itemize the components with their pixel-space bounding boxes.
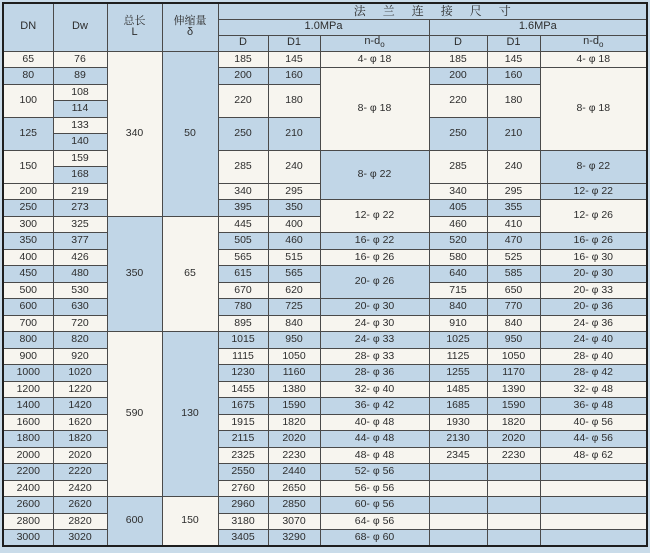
table-row: [3, 51, 647, 68]
p16-d1-cell: 410: [487, 216, 540, 233]
p10-d1-cell: 840: [268, 315, 320, 332]
expansion-symbol: δ: [186, 26, 194, 39]
p10-d-cell: 2960: [218, 497, 268, 514]
p10-nd-cell: 24- φ 33: [320, 332, 429, 349]
p16-nd-cell: 48- φ 62: [540, 447, 647, 464]
p16-nd-cell: 28- φ 42: [540, 365, 647, 382]
header-row-1: [3, 3, 647, 19]
dn-cell: 2200: [3, 464, 53, 481]
expansion-cell: 130: [162, 332, 218, 497]
col-header-d1-16: D1: [487, 35, 540, 51]
p10-d1-cell: 240: [268, 150, 320, 183]
p16-d-cell: 1930: [429, 414, 487, 431]
p10-nd-cell: 48- φ 48: [320, 447, 429, 464]
total-length-cell: 590: [107, 332, 162, 497]
p10-d-cell: 250: [218, 117, 268, 150]
dw-cell: 2620: [53, 497, 107, 514]
p10-nd-cell: 52- φ 56: [320, 464, 429, 481]
p16-nd-cell: 32- φ 48: [540, 381, 647, 398]
dw-cell: 140: [53, 134, 107, 151]
dw-cell: 630: [53, 299, 107, 316]
p10-nd-cell: 16- φ 26: [320, 249, 429, 266]
p10-d-cell: 3180: [218, 513, 268, 530]
p10-d-cell: 565: [218, 249, 268, 266]
dn-cell: 900: [3, 348, 53, 365]
p10-nd-cell: 12- φ 22: [320, 200, 429, 233]
p10-d-cell: 1230: [218, 365, 268, 382]
table-row: [3, 233, 647, 250]
p16-d-cell: 340: [429, 183, 487, 200]
dn-cell: 600: [3, 299, 53, 316]
p16-d1-cell: [487, 513, 540, 530]
col-header-nd-16: [540, 35, 647, 51]
total-length-cell: 350: [107, 216, 162, 332]
p16-nd-cell: 8- φ 22: [540, 150, 647, 183]
p10-nd-cell: 8- φ 18: [320, 68, 429, 151]
p10-d1-cell: 2020: [268, 431, 320, 448]
dn-cell: 500: [3, 282, 53, 299]
p16-d1-cell: [487, 497, 540, 514]
p16-d-cell: 715: [429, 282, 487, 299]
p10-d1-cell: 1160: [268, 365, 320, 382]
p10-d1-cell: 3070: [268, 513, 320, 530]
p16-d1-cell: 2230: [487, 447, 540, 464]
expansion-cell: 150: [162, 497, 218, 547]
table-row: [3, 332, 647, 349]
p16-d-cell: 185: [429, 51, 487, 68]
p10-d1-cell: 950: [268, 332, 320, 349]
p10-d1-cell: 350: [268, 200, 320, 217]
p16-d1-cell: 240: [487, 150, 540, 183]
dw-cell: 3020: [53, 530, 107, 547]
dn-cell: 1800: [3, 431, 53, 448]
p16-nd-cell: 12- φ 22: [540, 183, 647, 200]
p10-d-cell: 1675: [218, 398, 268, 415]
p16-d1-cell: 1820: [487, 414, 540, 431]
dw-cell: 76: [53, 51, 107, 68]
dw-cell: 2020: [53, 447, 107, 464]
dw-cell: 2820: [53, 513, 107, 530]
p10-nd-cell: 20- φ 26: [320, 266, 429, 299]
dn-cell: 1200: [3, 381, 53, 398]
dw-cell: 89: [53, 68, 107, 85]
p10-d1-cell: 210: [268, 117, 320, 150]
dw-cell: 820: [53, 332, 107, 349]
dw-cell: 108: [53, 84, 107, 101]
p16-d-cell: 520: [429, 233, 487, 250]
p16-nd-cell: 28- φ 40: [540, 348, 647, 365]
p10-d-cell: 395: [218, 200, 268, 217]
p16-d-cell: 640: [429, 266, 487, 283]
p16-d1-cell: 180: [487, 84, 540, 117]
p16-d-cell: 1025: [429, 332, 487, 349]
p10-d-cell: 220: [218, 84, 268, 117]
p16-nd-cell: [540, 480, 647, 497]
p16-d1-cell: [487, 464, 540, 481]
expansion-cell: 50: [162, 51, 218, 216]
table-row: [3, 513, 647, 530]
dw-cell: 480: [53, 266, 107, 283]
p16-d-cell: 580: [429, 249, 487, 266]
p10-d1-cell: 2850: [268, 497, 320, 514]
p16-nd-cell: 20- φ 36: [540, 299, 647, 316]
p10-nd-cell: 8- φ 22: [320, 150, 429, 200]
p10-nd-cell: 64- φ 56: [320, 513, 429, 530]
dn-cell: 350: [3, 233, 53, 250]
p16-d-cell: 460: [429, 216, 487, 233]
dw-cell: 377: [53, 233, 107, 250]
col-header-d-16: D: [429, 35, 487, 51]
dn-cell: 200: [3, 183, 53, 200]
col-header-total-length: [107, 3, 162, 51]
dn-cell: 450: [3, 266, 53, 283]
p16-d-cell: 2345: [429, 447, 487, 464]
dn-cell: 2800: [3, 513, 53, 530]
p10-nd-cell: 36- φ 42: [320, 398, 429, 415]
p16-d-cell: 200: [429, 68, 487, 85]
p10-d1-cell: 1590: [268, 398, 320, 415]
p10-nd-cell: 24- φ 30: [320, 315, 429, 332]
flange-dimensions-title: 法兰连接尺寸: [218, 3, 647, 19]
p10-d-cell: 780: [218, 299, 268, 316]
p16-nd-cell: 8- φ 18: [540, 68, 647, 151]
p16-d-cell: [429, 513, 487, 530]
p16-d-cell: 1485: [429, 381, 487, 398]
p16-d-cell: 250: [429, 117, 487, 150]
dn-cell: 3000: [3, 530, 53, 547]
p16-d1-cell: 1170: [487, 365, 540, 382]
p16-d-cell: 2130: [429, 431, 487, 448]
p16-d1-cell: 1590: [487, 398, 540, 415]
p10-d1-cell: 515: [268, 249, 320, 266]
p10-d-cell: 1455: [218, 381, 268, 398]
p16-d-cell: 285: [429, 150, 487, 183]
table-row: [3, 150, 647, 167]
p16-d1-cell: 2020: [487, 431, 540, 448]
total-length-label: 总长: [123, 14, 146, 27]
table-row: [3, 266, 647, 283]
p16-d1-cell: 1390: [487, 381, 540, 398]
p10-d1-cell: 2650: [268, 480, 320, 497]
pressure-header-1.6mpa: 1.6MPa: [429, 19, 647, 35]
p16-d-cell: 840: [429, 299, 487, 316]
p16-d-cell: 1685: [429, 398, 487, 415]
flange-dimension-table: [2, 2, 648, 547]
p10-nd-cell: 56- φ 56: [320, 480, 429, 497]
dn-cell: 65: [3, 51, 53, 68]
dw-cell: 1220: [53, 381, 107, 398]
dn-cell: 2400: [3, 480, 53, 497]
p10-d1-cell: 1380: [268, 381, 320, 398]
p16-d1-cell: 355: [487, 200, 540, 217]
dw-cell: 219: [53, 183, 107, 200]
p16-d1-cell: 840: [487, 315, 540, 332]
p16-d-cell: 910: [429, 315, 487, 332]
p16-nd-cell: 44- φ 56: [540, 431, 647, 448]
col-header-dw: Dw: [53, 3, 107, 51]
p16-nd-cell: 40- φ 56: [540, 414, 647, 431]
expansion-label: 伸缩量: [173, 14, 207, 27]
dn-cell: 800: [3, 332, 53, 349]
p10-d-cell: 2325: [218, 447, 268, 464]
dn-cell: 80: [3, 68, 53, 85]
dw-cell: 325: [53, 216, 107, 233]
table-row: [3, 447, 647, 464]
table-row: [3, 315, 647, 332]
dw-cell: 159: [53, 150, 107, 167]
p16-nd-cell: 24- φ 40: [540, 332, 647, 349]
p10-d-cell: 895: [218, 315, 268, 332]
p16-nd-cell: 24- φ 36: [540, 315, 647, 332]
col-header-d-10: D: [218, 35, 268, 51]
p16-d1-cell: 470: [487, 233, 540, 250]
table-row: [3, 68, 647, 85]
table-row: [3, 299, 647, 316]
p10-nd-cell: 40- φ 48: [320, 414, 429, 431]
p10-nd-cell: 28- φ 36: [320, 365, 429, 382]
p16-d-cell: [429, 530, 487, 547]
dn-cell: 700: [3, 315, 53, 332]
dw-cell: 920: [53, 348, 107, 365]
dn-cell: 150: [3, 150, 53, 183]
dn-cell: 2600: [3, 497, 53, 514]
p16-d1-cell: 770: [487, 299, 540, 316]
p16-nd-cell: 36- φ 48: [540, 398, 647, 415]
table-row: [3, 200, 647, 217]
dw-cell: 2220: [53, 464, 107, 481]
p16-nd-cell: 16- φ 30: [540, 249, 647, 266]
p16-nd-cell: 20- φ 33: [540, 282, 647, 299]
p16-d-cell: [429, 464, 487, 481]
dw-cell: 530: [53, 282, 107, 299]
p10-d-cell: 505: [218, 233, 268, 250]
nd-label: n-d: [583, 35, 599, 48]
p16-d-cell: 1125: [429, 348, 487, 365]
dn-cell: 300: [3, 216, 53, 233]
p16-nd-cell: 4- φ 18: [540, 51, 647, 68]
p10-d1-cell: 1050: [268, 348, 320, 365]
p10-nd-cell: 68- φ 60: [320, 530, 429, 547]
table-row: [3, 497, 647, 514]
p10-d-cell: 2760: [218, 480, 268, 497]
p16-d-cell: 405: [429, 200, 487, 217]
p10-d-cell: 2115: [218, 431, 268, 448]
p16-d-cell: 1255: [429, 365, 487, 382]
nd-subscript: o: [380, 40, 385, 50]
total-length-cell: 340: [107, 51, 162, 216]
col-header-d1-10: D1: [268, 35, 320, 51]
p16-d1-cell: 1050: [487, 348, 540, 365]
p10-d1-cell: 295: [268, 183, 320, 200]
p10-d-cell: 1015: [218, 332, 268, 349]
p10-nd-cell: 20- φ 30: [320, 299, 429, 316]
p10-d1-cell: 2230: [268, 447, 320, 464]
table-row: [3, 414, 647, 431]
table-row: [3, 398, 647, 415]
table-row: [3, 431, 647, 448]
p10-d-cell: 445: [218, 216, 268, 233]
total-length-cell: 600: [107, 497, 162, 547]
p10-d1-cell: 145: [268, 51, 320, 68]
p16-d-cell: 220: [429, 84, 487, 117]
p10-d-cell: 3405: [218, 530, 268, 547]
dn-cell: 250: [3, 200, 53, 217]
p16-d1-cell: 210: [487, 117, 540, 150]
p16-nd-cell: [540, 530, 647, 547]
p10-d-cell: 1115: [218, 348, 268, 365]
col-header-nd-10: [320, 35, 429, 51]
dw-cell: 1420: [53, 398, 107, 415]
p16-nd-cell: 12- φ 26: [540, 200, 647, 233]
p10-d-cell: 185: [218, 51, 268, 68]
dw-cell: 273: [53, 200, 107, 217]
p10-d-cell: 285: [218, 150, 268, 183]
table-row: [3, 365, 647, 382]
p16-d1-cell: 525: [487, 249, 540, 266]
dn-cell: 400: [3, 249, 53, 266]
p10-d-cell: 670: [218, 282, 268, 299]
p10-d1-cell: 2440: [268, 464, 320, 481]
dn-cell: 1400: [3, 398, 53, 415]
col-header-dn: DN: [3, 3, 53, 51]
p16-d1-cell: 160: [487, 68, 540, 85]
table-row: [3, 348, 647, 365]
p10-d1-cell: 460: [268, 233, 320, 250]
nd-label: n-d: [364, 35, 381, 48]
p10-d1-cell: 620: [268, 282, 320, 299]
dw-cell: 114: [53, 101, 107, 118]
p16-d1-cell: [487, 480, 540, 497]
p16-d1-cell: 950: [487, 332, 540, 349]
p10-d-cell: 1915: [218, 414, 268, 431]
table-body: [3, 51, 647, 546]
p10-d1-cell: 1820: [268, 414, 320, 431]
p10-d1-cell: 565: [268, 266, 320, 283]
p16-d1-cell: 145: [487, 51, 540, 68]
p10-nd-cell: 16- φ 22: [320, 233, 429, 250]
dn-cell: 100: [3, 84, 53, 117]
pressure-header-1.0mpa: 1.0MPa: [218, 19, 429, 35]
p10-d1-cell: 180: [268, 84, 320, 117]
table-row: [3, 464, 647, 481]
table-row: [3, 381, 647, 398]
table-row: [3, 530, 647, 547]
dw-cell: 168: [53, 167, 107, 184]
col-header-expansion: [162, 3, 218, 51]
dn-cell: 1600: [3, 414, 53, 431]
p10-d-cell: 2550: [218, 464, 268, 481]
p16-d1-cell: 295: [487, 183, 540, 200]
p10-nd-cell: 32- φ 40: [320, 381, 429, 398]
dn-cell: 1000: [3, 365, 53, 382]
p16-nd-cell: [540, 464, 647, 481]
dw-cell: 2420: [53, 480, 107, 497]
p16-d1-cell: [487, 530, 540, 547]
p10-nd-cell: 44- φ 48: [320, 431, 429, 448]
table-row: [3, 249, 647, 266]
dw-cell: 720: [53, 315, 107, 332]
p10-d-cell: 200: [218, 68, 268, 85]
dw-cell: 1020: [53, 365, 107, 382]
p10-d-cell: 340: [218, 183, 268, 200]
p10-nd-cell: 60- φ 56: [320, 497, 429, 514]
p10-d1-cell: 160: [268, 68, 320, 85]
p16-nd-cell: 20- φ 30: [540, 266, 647, 283]
p10-d-cell: 615: [218, 266, 268, 283]
table-header: [3, 3, 647, 51]
dn-cell: 125: [3, 117, 53, 150]
p16-d1-cell: 650: [487, 282, 540, 299]
dn-cell: 2000: [3, 447, 53, 464]
p10-nd-cell: 4- φ 18: [320, 51, 429, 68]
p10-nd-cell: 28- φ 33: [320, 348, 429, 365]
p10-d1-cell: 3290: [268, 530, 320, 547]
p16-d-cell: [429, 480, 487, 497]
p16-d-cell: [429, 497, 487, 514]
p10-d1-cell: 400: [268, 216, 320, 233]
dw-cell: 426: [53, 249, 107, 266]
p10-d1-cell: 725: [268, 299, 320, 316]
dw-cell: 133: [53, 117, 107, 134]
dw-cell: 1820: [53, 431, 107, 448]
nd-subscript: o: [599, 40, 604, 50]
p16-nd-cell: [540, 497, 647, 514]
p16-nd-cell: 16- φ 26: [540, 233, 647, 250]
p16-nd-cell: [540, 513, 647, 530]
p16-d1-cell: 585: [487, 266, 540, 283]
total-length-symbol: L: [131, 26, 138, 39]
table-row: [3, 480, 647, 497]
expansion-cell: 65: [162, 216, 218, 332]
dw-cell: 1620: [53, 414, 107, 431]
